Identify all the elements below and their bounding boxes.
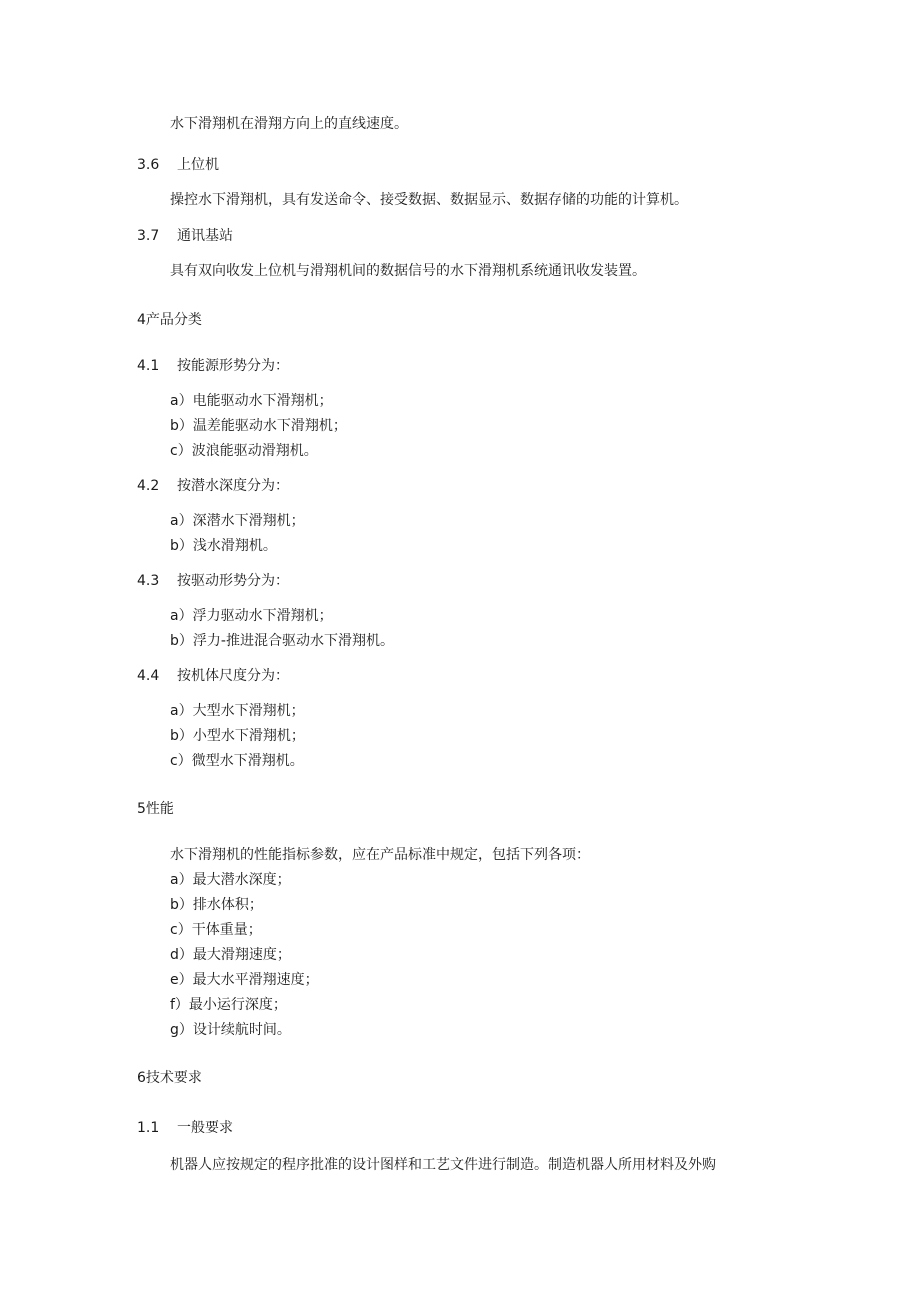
heading-number: 4.3 bbox=[137, 573, 160, 589]
heading-number: 3.6 bbox=[137, 157, 160, 173]
section-heading-5: 5性能 bbox=[137, 801, 174, 817]
list-item: e）最大水平滑翔速度； bbox=[170, 972, 319, 988]
heading-title: 按机体尺度分为： bbox=[177, 668, 289, 684]
paragraph-line: 操控水下滑翔机，具有发送命令、接受数据、数据显示、数据存储的功能的计算机。 bbox=[170, 192, 688, 208]
list-item: b）排水体积； bbox=[170, 897, 263, 913]
list-item: g）设计续航时间。 bbox=[170, 1022, 291, 1038]
section-heading-6: 6技术要求 bbox=[137, 1070, 202, 1086]
list-item: a）浮力驱动水下滑翔机； bbox=[170, 608, 333, 624]
section-heading-4: 4产品分类 bbox=[137, 312, 202, 328]
list-item: a）深潜水下滑翔机； bbox=[170, 513, 305, 529]
list-item: a）大型水下滑翔机； bbox=[170, 703, 305, 719]
list-item: b）浅水滑翔机。 bbox=[170, 538, 277, 554]
list-item: c）波浪能驱动滑翔机。 bbox=[170, 443, 318, 459]
heading-title: 上位机 bbox=[177, 157, 219, 173]
paragraph-line: 水下滑翔机在滑翔方向上的直线速度。 bbox=[170, 116, 408, 132]
list-item: b）温差能驱动水下滑翔机； bbox=[170, 418, 347, 434]
heading-number: 4.4 bbox=[137, 668, 160, 684]
heading-title: 通讯基站 bbox=[177, 228, 233, 244]
list-item: b）浮力-推进混合驱动水下滑翔机。 bbox=[170, 633, 394, 649]
list-item: a）最大潜水深度； bbox=[170, 872, 291, 888]
heading-title: 一般要求 bbox=[177, 1120, 233, 1136]
heading-number: 1.1 bbox=[137, 1120, 160, 1136]
list-item: b）小型水下滑翔机； bbox=[170, 728, 305, 744]
paragraph-line: 水下滑翔机的性能指标参数，应在产品标准中规定，包括下列各项： bbox=[170, 847, 590, 863]
paragraph-line: 机器人应按规定的程序批准的设计图样和工艺文件进行制造。制造机器人所用材料及外购 bbox=[170, 1157, 716, 1173]
heading-number: 4.1 bbox=[137, 358, 160, 374]
heading-title: 按潜水深度分为： bbox=[177, 478, 289, 494]
list-item: c）微型水下滑翔机。 bbox=[170, 753, 304, 769]
heading-title: 按能源形势分为： bbox=[177, 358, 289, 374]
list-item: d）最大滑翔速度； bbox=[170, 947, 291, 963]
heading-title: 按驱动形势分为： bbox=[177, 573, 289, 589]
paragraph-line: 具有双向收发上位机与滑翔机间的数据信号的水下滑翔机系统通讯收发装置。 bbox=[170, 263, 646, 279]
list-item: c）干体重量； bbox=[170, 922, 262, 938]
heading-number: 4.2 bbox=[137, 478, 160, 494]
list-item: f）最小运行深度； bbox=[170, 997, 287, 1013]
heading-number: 3.7 bbox=[137, 228, 160, 244]
list-item: a）电能驱动水下滑翔机； bbox=[170, 393, 333, 409]
